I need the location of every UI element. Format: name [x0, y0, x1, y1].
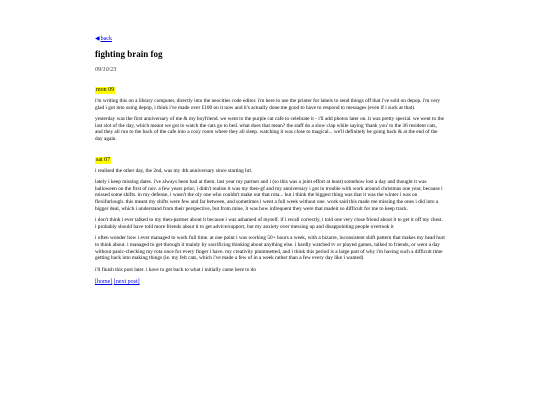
- day-label: sat 07: [96, 156, 111, 163]
- paragraph: i'm writing this on a library computer, directly into the neocities code editor. i'm here to use the printer for labels to send things off that i've sold on depop. i'm very glad i got into using depop, i think i've made over £100 on it now and it's actually done me good to have to respond to messages (even if i suck at that).: [95, 98, 441, 111]
- home-link[interactable]: [home]: [95, 279, 113, 286]
- next-post-link[interactable]: [next post]: [113, 279, 140, 286]
- back-link[interactable]: [95, 35, 112, 43]
- post-date: 09/10/23: [95, 67, 117, 73]
- paragraph: i often wonder how i ever managed to work full time. at one point i was working 50+ hours a week, with a bizarre, inconsistent shift pattern that makes my head hurt to think about. i managed to get through it mainly by sacrificing thinking about anything else. i hardly watched tv or played games, talked to friends, or went a day without panic-checking my rota once for every finger i have. my creativity plummetted, and i think this period is a large part of why i'm having such a difficult time getting back into making things (ie. my felt cats, which i've made a few of in a week rather than a few every day like i wanted): [95, 235, 445, 262]
- paragraph: i'll finish this post later. i have to get back to what i initially came here to do: [95, 266, 257, 273]
- paragraph: lately i keep missing dates. i've always been bad at them. last year my partner and i (so this was a joint effort at least) somehow lost a day and thought it was halloween on the first of nov. a few years prior, i didn't realise it was my then-gf and my anniversary i got in trouble with work around christmas one year, because i missed some shifts. in my defense, i wasn't the oly one who couldn't make out that rota... but i think the biggest thing was that it was the winter i was on flexifurlough. this meant my shifts were few and far between, and sometimes i went a full week without one. work said this made me missing the ones i did into a bigger deal, which i understand from their perspective, but from mine, it was how infrequent they were that madeit so difficult for me to keep track.: [95, 179, 443, 212]
- paragraph: i don't think i ever talked to my then-partner about it because i was ashamed of myself. if i recall correctly, i told one very close friend about it to get it off my chest. i probably should have told more friends about it to get advice/support, but my anxiety over messing up and disappointing people overtook it: [95, 217, 443, 230]
- post-title: fighting brain fog: [95, 49, 163, 59]
- paragraph: yesterday was the first anniversary of me & my boyfriend. we went to the purple cat cafe to celebrate it - i'll add photos later on. it was pretty special. we went to the last slot of the day, which meant we got to watch the cats go to bed. what does that mean? the staff do a slow clap while saying 'thank you' to the 36 resident cats, and they all run to the back of the cafe into a cozy room where they all sleep. watching it was close to magical... we'll definitely be going back & at the end of the day again.: [95, 116, 444, 142]
- back-link-label: back: [100, 36, 112, 42]
- entry-mon: [95, 78, 445, 143]
- back-arrow-icon: ◀: [95, 36, 100, 42]
- entry-sat: [95, 148, 445, 274]
- paragraph: i realised the other day, the 2nd, was my 4th anniversary since starting hrt.: [95, 167, 253, 174]
- day-label: mon 09: [96, 87, 115, 93]
- footer-nav: [95, 278, 445, 286]
